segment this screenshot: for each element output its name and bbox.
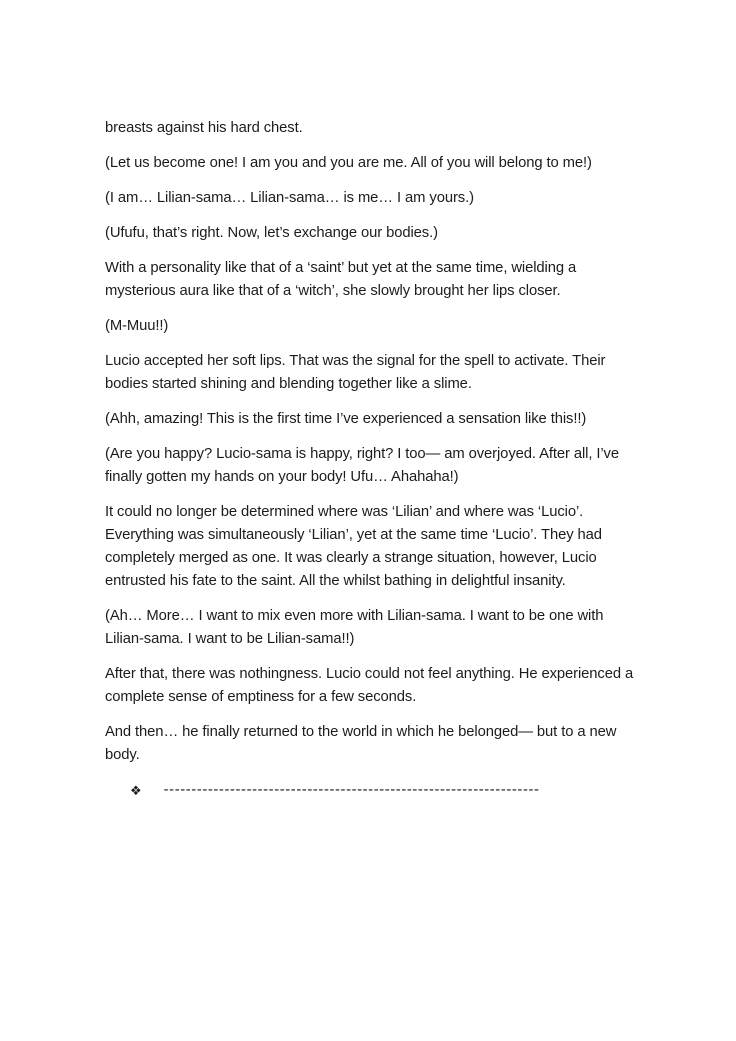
paragraph: And then… he finally returned to the world in which he belonged— but to a new body. [105, 724, 617, 763]
paragraph: Lucio accepted her soft lips. That was the signal for the spell to activate. Their bodies started shining and blending together like a slime. [105, 353, 606, 392]
document-body-text [105, 117, 638, 802]
diamond-bullet-icon: ❖ [130, 783, 142, 798]
paragraph: After that, there was nothingness. Lucio could not feel anything. He experienced a complete sense of emptiness for a few seconds. [105, 666, 634, 705]
paragraph: (Ah… More… I want to mix even more with Lilian-sama. I want to be one with Lilian-sama. I want to be Lilian-sama!!) [105, 608, 604, 647]
paragraph: (Let us become one! I am you and you are me. All of you will belong to me!) [105, 155, 592, 171]
paragraph: With a personality like that of a ‘saint’ but yet at the same time, wielding a mysterious aura like that of a ‘witch’, she slowly brought her lips closer. [105, 260, 577, 299]
paragraph: (M-Muu!!) [105, 318, 169, 334]
paragraph: (Ahh, amazing! This is the first time I’ve experienced a sensation like this!!) [105, 411, 587, 427]
paragraph: It could no longer be determined where was ‘Lilian’ and where was ‘Lucio’. Everything was simultaneously ‘Lilian’, yet at the same time ‘Lucio’. They had completely merged as one. It was clearly a strange situation, however, Lucio entrusted his fate to the saint. All the whilst bathing in delightful insanity. [105, 504, 602, 589]
paragraph: (Are you happy? Lucio-sama is happy, right? I too— am overjoyed. After all, I’ve finally gotten my hands on your body! Ufu… Ahahaha!) [105, 446, 619, 485]
scene-break-divider [130, 779, 638, 802]
paragraph: (Ufufu, that’s right. Now, let’s exchange our bodies.) [105, 225, 438, 241]
divider-dashes: -------------------------------------------------------------------- [163, 782, 540, 798]
paragraph: breasts against his hard chest. [105, 120, 303, 136]
paragraph: (I am… Lilian-sama… Lilian-sama… is me… I am yours.) [105, 190, 474, 206]
